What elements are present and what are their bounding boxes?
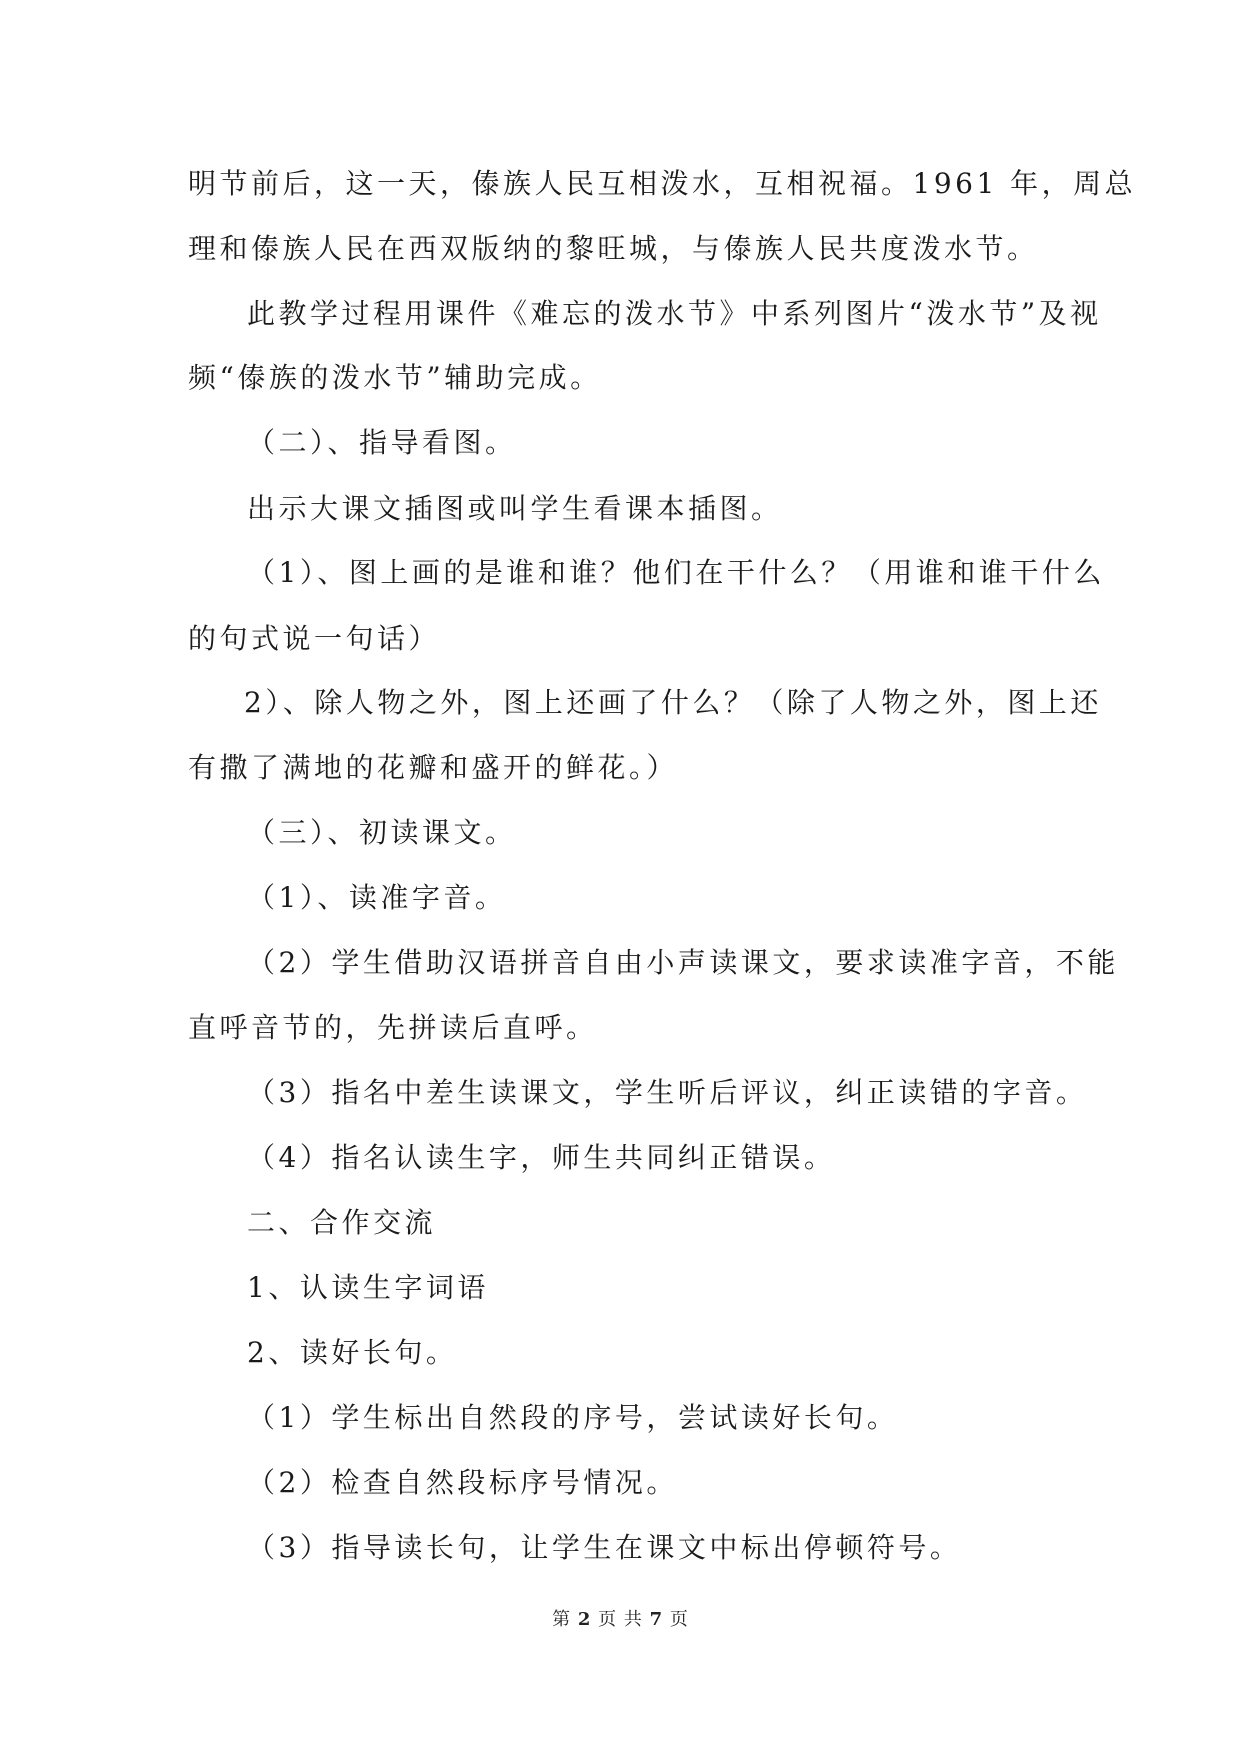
text-line: （1）、图上画的是谁和谁？他们在干什么？（用谁和谁干什么	[247, 556, 1105, 589]
text-line: 明节前后，这一天，傣族人民互相泼水，互相祝福。1961 年，周总	[188, 167, 1137, 200]
text-line: （3）指名中差生读课文，学生听后评议，纠正读错的字音。	[247, 1076, 1088, 1109]
text-line: （2）检查自然段标序号情况。	[247, 1466, 678, 1499]
text-line: （1）、读准字音。	[247, 881, 507, 914]
footer-suffix: 页	[669, 1609, 689, 1630]
text-line: 直呼音节的，先拼读后直呼。	[188, 1011, 598, 1044]
text-line: （1）学生标出自然段的序号，尝试读好长句。	[247, 1401, 899, 1434]
text-line: 2、读好长句。	[247, 1336, 458, 1369]
section-heading: 二、合作交流	[247, 1206, 437, 1239]
section-heading: （二）、指导看图。	[247, 426, 517, 459]
text-line: 1、认读生字词语	[247, 1271, 489, 1304]
text-line: （3）指导读长句，让学生在课文中标出停顿符号。	[247, 1531, 962, 1564]
text-line: 的句式说一句话）	[188, 622, 441, 655]
text-line: 出示大课文插图或叫学生看课本插图。	[247, 492, 783, 525]
text-line: 此教学过程用课件《难忘的泼水节》中系列图片“泼水节”及视	[247, 297, 1102, 330]
footer-middle: 页 共	[598, 1609, 643, 1630]
footer-prefix: 第	[552, 1609, 572, 1630]
text-line: 有撒了满地的花瓣和盛开的鲜花。）	[188, 751, 679, 784]
text-line: （2）学生借助汉语拼音自由小声读课文，要求读准字音，不能	[247, 946, 1119, 979]
page-footer	[0, 1605, 1241, 1631]
total-pages-number: 7	[649, 1609, 664, 1630]
text-line: 理和傣族人民在西双版纳的黎旺城，与傣族人民共度泼水节。	[188, 232, 1039, 265]
text-line: 2）、除人物之外，图上还画了什么？（除了人物之外，图上还	[244, 686, 1102, 719]
current-page-number: 2	[577, 1609, 592, 1630]
text-line: （4）指名认读生字，师生共同纠正错误。	[247, 1141, 836, 1174]
text-line: 频“傣族的泼水节”辅助完成。	[188, 361, 602, 394]
section-heading: （三）、初读课文。	[247, 816, 517, 849]
